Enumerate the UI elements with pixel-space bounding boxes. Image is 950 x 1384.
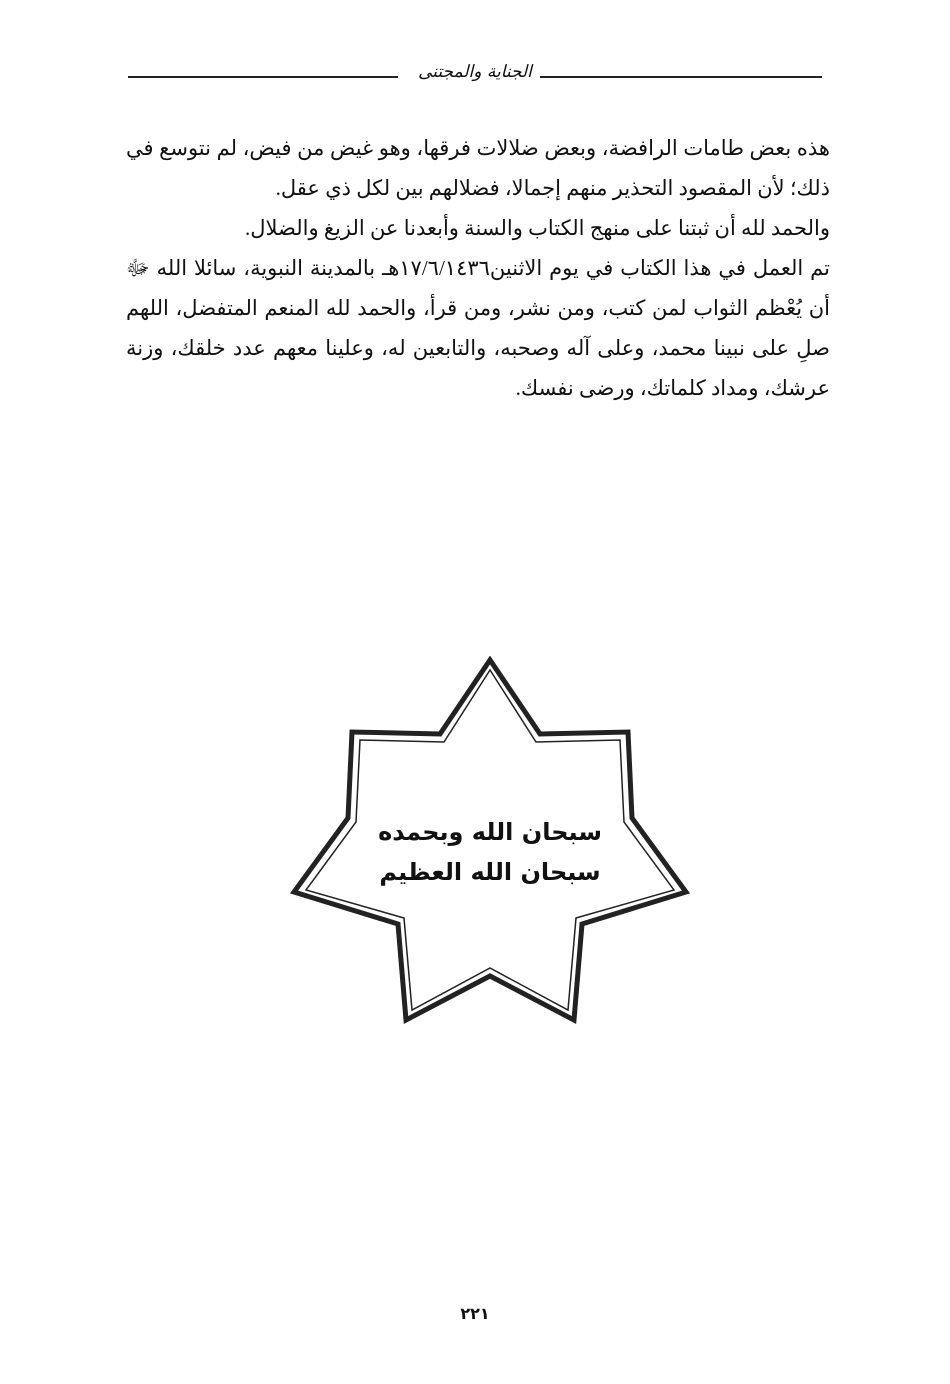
header-rule-left [128, 76, 398, 78]
header-rule-right [540, 76, 822, 78]
star-line-2: سبحان الله العظيم [379, 858, 601, 886]
book-title: الجناية والمجتنى [418, 62, 532, 82]
page-number: ٢٢١ [460, 1304, 490, 1323]
star-line-1: سبحان الله وبحمده [378, 818, 602, 846]
star-ornament [290, 656, 690, 1024]
body-text [126, 128, 830, 408]
paragraph-2: والحمد لله أن ثبتنا على منهج الكتاب والسنة وأبعدنا عن الزيغ والضلال. [244, 216, 830, 240]
page-header [128, 62, 822, 96]
paragraph-3: تم العمل في هذا الكتاب في يوم الاثنين١٧/٦/١٤٣٦هـ بالمدينة النبوية، سائلا الله ﷻ أن يُعْظم الثواب لمن كتب، ومن نشر، ومن قرأ، والحمد لله المنعم المتفضل، اللهم صلِ على نبينا محمد، وعلى آله وصحبه، والتابعين له، وعلينا معهم عدد خلقك، وزنة عرشك، ومداد كلماتك، ورضى نفسك. [126, 256, 830, 400]
paragraph-1: هذه بعض طامات الرافضة، وبعض ضلالات فرقها، وهو غيض من فيض، لم نتوسع في ذلك؛ لأن المقصود التحذير منهم إجمالا، فضلالهم بين لكل ذي عقل. [126, 136, 830, 200]
